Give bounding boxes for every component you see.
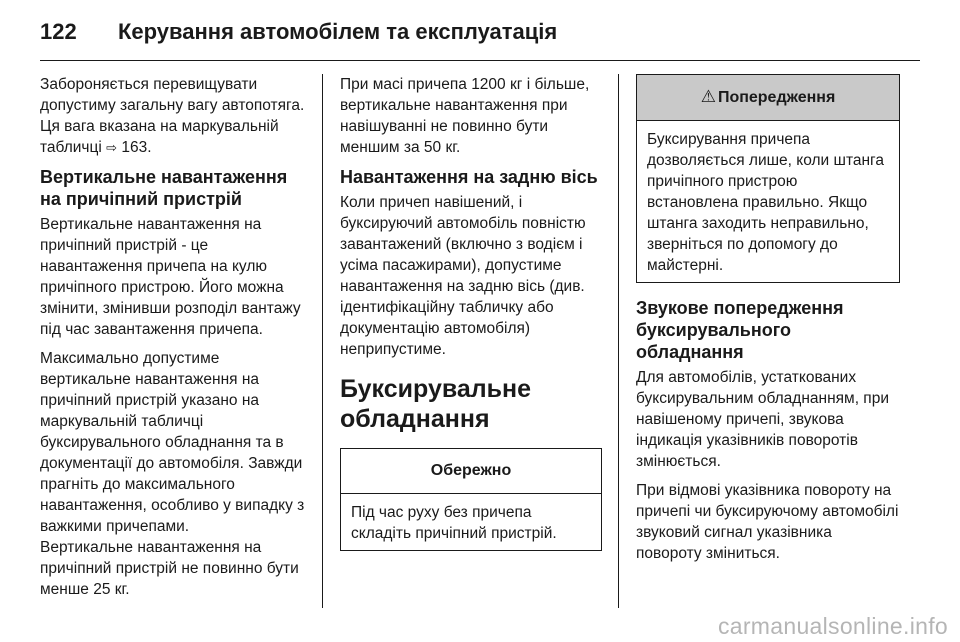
caution-box	[340, 448, 602, 551]
header-divider	[40, 60, 920, 61]
column-middle	[340, 74, 602, 563]
warning-title: Попередження	[717, 89, 836, 106]
page-number: 122	[40, 19, 77, 44]
page-reference-link[interactable]: 163.	[121, 139, 152, 156]
page-title: Керування автомобілем та експлуатація	[118, 19, 558, 44]
heading-towing-equipment: Буксирувальне обладнання	[340, 375, 532, 433]
paragraph-weight-limit: Забороняється перевищувати допустиму загальну вагу автопотяга. Ця вага вказана на маркувальній табличці ⇨ 163.	[40, 76, 305, 156]
heading-vertical-load: Вертикальне навантаження на причіпний пристрій	[40, 167, 288, 209]
warning-header	[637, 75, 899, 121]
warning-text: Буксирування причепа дозволяється лише, коли штанга причіпного пристрою встановлена правильно. Якщо штанга заходить неправильно, зверніться по допомогу до майстерні.	[647, 131, 884, 274]
column-divider-2	[618, 74, 619, 608]
paragraph-rear-axle-load: Коли причеп навішений, і буксируючий автомобіль повністю завантажений (включно з водієм і усіма пасажирами), допустиме навантаження на задню вісь (див. ідентифікаційну табличку або документацію автомобіля) неприпустиме.	[340, 194, 586, 358]
warning-box	[636, 74, 900, 283]
page-reference-arrow-icon: ⇨	[106, 140, 118, 155]
heading-sound-warning: Звукове попередження буксирувального обладнання	[636, 298, 844, 362]
column-right	[636, 74, 900, 572]
caution-text: Під час руху без причепа складіть причіпний пристрій.	[351, 504, 557, 542]
column-divider-1	[322, 74, 323, 608]
paragraph-min-vertical-load: Вертикальне навантаження на причіпний пристрій не повинно бути менше 25 кг.	[40, 539, 299, 598]
caution-title: Обережно	[341, 449, 601, 494]
column-left	[40, 74, 308, 608]
paragraph-trailer-mass: При масі причепа 1200 кг і більше, вертикальне навантаження при навішуванні не повинно бути меншим за 50 кг.	[340, 76, 590, 156]
page-header	[40, 14, 920, 50]
paragraph-indicator-failure: При відмові указівника повороту на причепі чи буксируючому автомобілі звуковий сигнал указівника повороту зміниться.	[636, 482, 899, 562]
heading-rear-axle-load: Навантаження на задню вісь	[340, 167, 598, 187]
warning-triangle-icon: ⚠	[700, 87, 716, 106]
paragraph-sound-warning: Для автомобілів, устаткованих буксирувальним обладнанням, при навішеному причепі, звукова індикація указівників поворотів змінюється.	[636, 369, 889, 470]
paragraph-vertical-load-definition: Вертикальне навантаження на причіпний пристрій - це навантаження причепа на кулю причіпного пристрою. Його можна змінити, змінивши розподіл вантажу під час завантаження причепа.	[40, 216, 301, 338]
paragraph-max-vertical-load: Максимально допустиме вертикальне навантаження на причіпний пристрій указано на маркувальній табличці буксирувального обладнання та в документації до автомобіля. Завжди прагніть до максимального навантаження, особливо у випадку з важкими причепами.	[40, 350, 305, 535]
watermark-text: carmanualsonline.info	[717, 613, 948, 639]
